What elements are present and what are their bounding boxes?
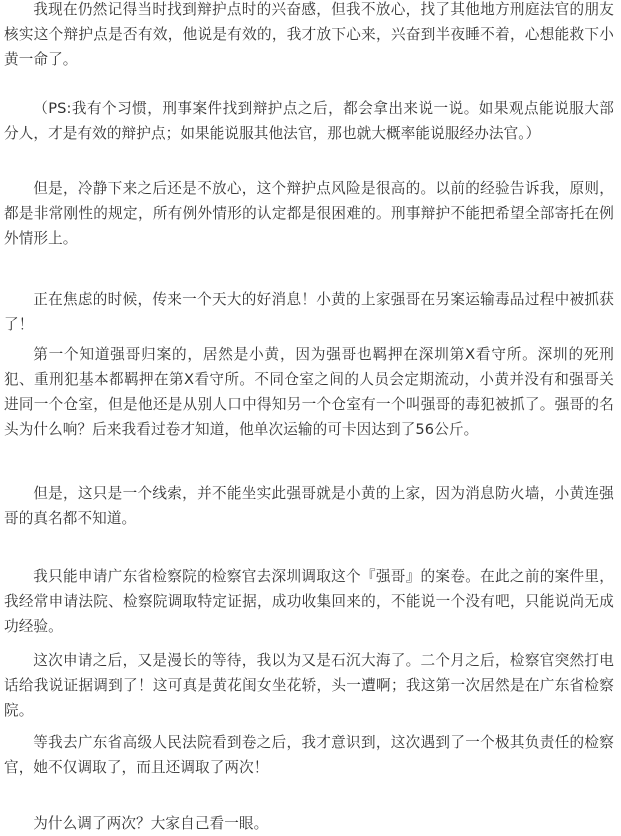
- paragraph-3: 但是，冷静下来之后还是不放心，这个辩护点风险是很高的。以前的经验告诉我，原则，都是非常刚性的规定，所有例外情形的认定都是很困难的。刑事辩护不能把希望全部寄托在例外情形上。: [4, 180, 614, 247]
- paragraph-6: 但是，这只是一个线索，并不能坐实此强哥就是小黄的上家，因为消息防火墙，小黄连强哥的真名都不知道。: [4, 485, 614, 527]
- paragraph-2: （PS:我有个习惯，刑事案件找到辩护点之后，都会拿出来说一说。如果观点能说服大部分人，才是有效的辩护点；如果能说服其他法官，那也就大概率能说服经办法官。）: [4, 100, 614, 142]
- paragraph-10: 为什么调了两次？大家自己看一眼。: [33, 815, 269, 832]
- paragraph-5: 第一个知道强哥归案的，居然是小黄，因为强哥也羁押在深圳第X看守所。深圳的死刑犯、重刑犯基本都羁押在第X看守所。不同仓室之间的人员会定期流动，小黄并没有和强哥关进同一个仓室，但是他还是从别人口中得知另一个仓室有一个叫强哥的毒犯被抓了。强哥的名头为什么响？后来我看过卷才知道，他单次运输的可卡因达到了56公斤。: [4, 346, 614, 438]
- paragraph-4: 正在焦虑的时候，传来一个天大的好消息！小黄的上家强哥在另案运输毒品过程中被抓获了！: [4, 291, 614, 333]
- paragraph-1: 我现在仍然记得当时找到辩护点时的兴奋感，但我不放心，找了其他地方刑庭法官的朋友核实这个辩护点是否有效，他说是有效的，我才放下心来，兴奋到半夜睡不着，心想能救下小黄一命了。: [4, 1, 614, 68]
- paragraph-8: 这次申请之后，又是漫长的等待，我以为又是石沉大海了。二个月之后，检察官突然打电话给我说证据调到了！这可真是黄花闺女坐花轿，头一遭啊；我这第一次居然是在广东省检察院。: [4, 652, 614, 719]
- paragraph-9: 等我去广东省高级人民法院看到卷之后，我才意识到，这次遇到了一个极其负责任的检察官，她不仅调取了，而且还调取了两次！: [4, 734, 614, 776]
- paragraph-7: 我只能申请广东省检察院的检察官去深圳调取这个『强哥』的案卷。在此之前的案件里，我经常申请法院、检察院调取特定证据，成功收集回来的，不能说一个没有吧，只能说尚无成功经验。: [4, 568, 614, 635]
